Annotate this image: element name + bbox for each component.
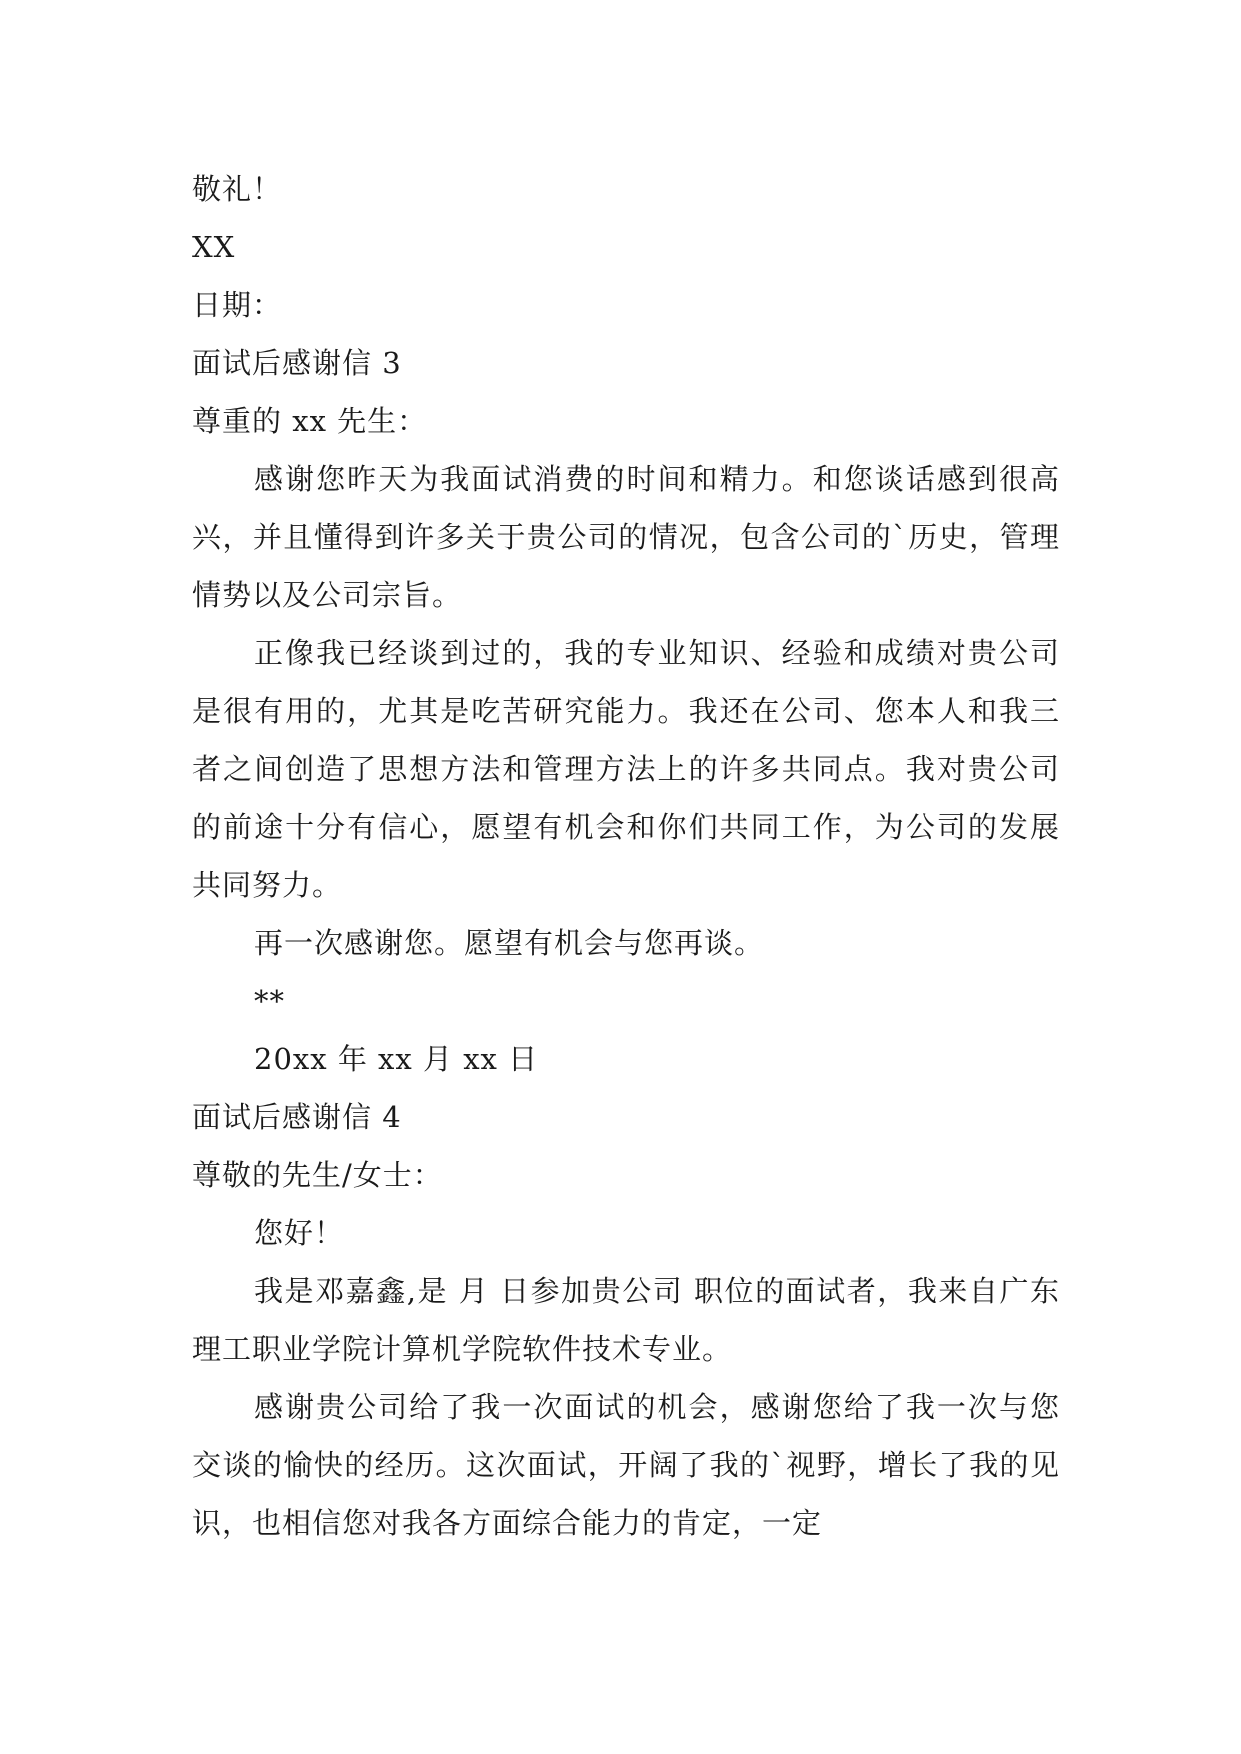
letter3-signature: ** bbox=[254, 984, 285, 1018]
letter3-paragraph-3: 再一次感谢您。愿望有机会与您再谈。 bbox=[254, 926, 765, 960]
document-body bbox=[192, 160, 1060, 1552]
letter4-paragraph-1: 我是邓嘉鑫,是 月 日参加贵公司 职位的面试者，我来自广东理工职业学院计算机学院软件技术专业。 bbox=[192, 1274, 1060, 1366]
closing-salutation: 敬礼！ bbox=[192, 172, 283, 206]
letter3-paragraph-1: 感谢您昨天为我面试消费的时间和精力。和您谈话感到很高兴，并且懂得到许多关于贵公司的情况，包含公司的`历史，管理情势以及公司宗旨。 bbox=[192, 462, 1060, 612]
letter3-title: 面试后感谢信 3 bbox=[192, 346, 402, 380]
letter3-paragraph-2: 正像我已经谈到过的，我的专业知识、经验和成绩对贵公司是很有用的，尤其是吃苦研究能力。我还在公司、您本人和我三者之间创造了思想方法和管理方法上的许多共同点。我对贵公司的前途十分有信心，愿望有机会和你们共同工作，为公司的发展共同努力。 bbox=[192, 636, 1060, 902]
letter4-title: 面试后感谢信 4 bbox=[192, 1100, 402, 1134]
closing-name: XX bbox=[192, 230, 236, 264]
letter3-greeting: 尊重的 xx 先生： bbox=[192, 404, 428, 438]
letter4-greeting: 尊敬的先生/女士： bbox=[192, 1158, 443, 1192]
closing-date-label: 日期： bbox=[192, 288, 283, 322]
letter4-paragraph-2: 感谢贵公司给了我一次面试的机会，感谢您给了我一次与您交谈的愉快的经历。这次面试，开阔了我的`视野，增长了我的见识，也相信您对我各方面综合能力的肯定，一定 bbox=[192, 1390, 1060, 1540]
letter4-opening: 您好！ bbox=[254, 1216, 345, 1250]
letter3-date: 20xx 年 xx 月 xx 日 bbox=[254, 1042, 539, 1076]
